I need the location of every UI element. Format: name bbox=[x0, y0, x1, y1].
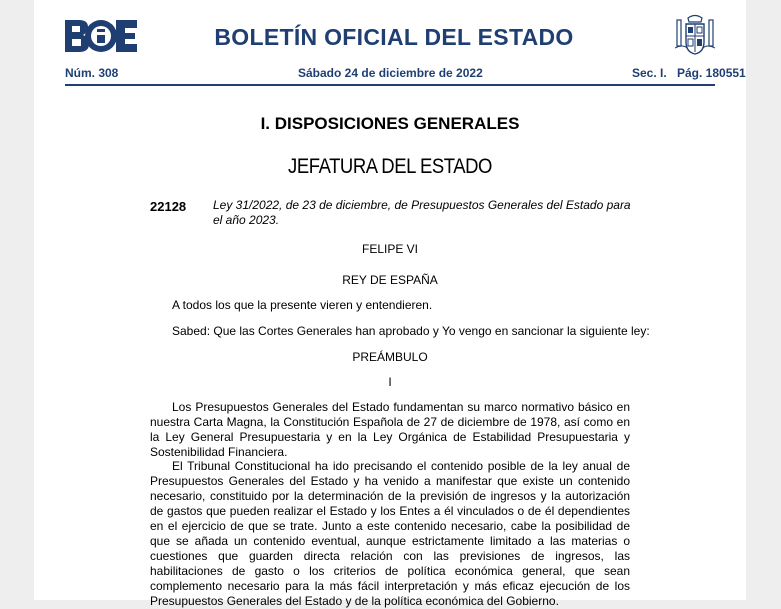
preamble-heading: PREÁMBULO bbox=[352, 350, 428, 364]
king-title: REY DE ESPAÑA bbox=[342, 273, 438, 287]
reference-title: Ley 31/2022, de 23 de diciembre, de Presupuestos Generales del Estado para el año 2023. bbox=[213, 198, 631, 227]
preamble-paragraph: El Tribunal Constitucional ha ido precisando el contenido posible de la ley anual de Presupuestos Generales del Estado y ha venido a manifestar que existe un contenido necesario, constituido por la determinación de la previsión de ingresos y la autorización de gastos que pueden realizar el Estado y los Entes a él vinculados o de él dependientes en el ejercicio de que se trate. Junto a este contenido necesario, cabe la posibilidad de que se añada un contenido eventual, aunque estrictamente limitado a las materias o cuestiones que guarden directa relación con las previsiones de ingresos, las habilitaciones de gasto o los criterios de política económica general, que sean complemento necesario para la más fácil interpretación y más eficaz ejecución de los Presupuestos Generales del Estado y de la política económica del Gobierno. bbox=[150, 459, 630, 608]
issuing-organ: JEFATURA DEL ESTADO bbox=[288, 155, 492, 178]
boe-logo bbox=[64, 19, 138, 53]
section-heading: I. DISPOSICIONES GENERALES bbox=[260, 114, 520, 133]
issue-meta-row bbox=[65, 66, 746, 82]
preamble-paragraph: Los Presupuestos Generales del Estado fundamentan su marco normativo básico en nuestra Carta Magna, la Constitución Española de 27 de diciembre de 1978, así como en la Ley General Presupuestaria y en la Ley Orgánica de Estabilidad Presupuestaria y Sostenibilidad Financiera. bbox=[150, 400, 630, 459]
issue-date: Sábado 24 de diciembre de 2022 bbox=[298, 66, 483, 80]
issue-section: Sec. I. bbox=[632, 66, 667, 80]
header-divider bbox=[65, 84, 715, 86]
king-name: FELIPE VI bbox=[361, 242, 419, 256]
roman-numeral-heading: I bbox=[388, 375, 392, 389]
reference-number: 22128 bbox=[150, 199, 187, 214]
issue-number: Núm. 308 bbox=[65, 66, 119, 80]
issue-page: Pág. 180551 bbox=[677, 66, 746, 80]
sanction-formula: Sabed: Que las Cortes Generales han aprobado y Yo vengo en sancionar la siguiente ley: bbox=[172, 324, 650, 338]
bulletin-title: BOLETÍN OFICIAL DEL ESTADO bbox=[214, 24, 574, 50]
opening-formula: A todos los que la presente vieren y entendieren. bbox=[172, 298, 433, 312]
spain-coat-of-arms-icon bbox=[675, 14, 715, 56]
document-page bbox=[34, 0, 746, 608]
